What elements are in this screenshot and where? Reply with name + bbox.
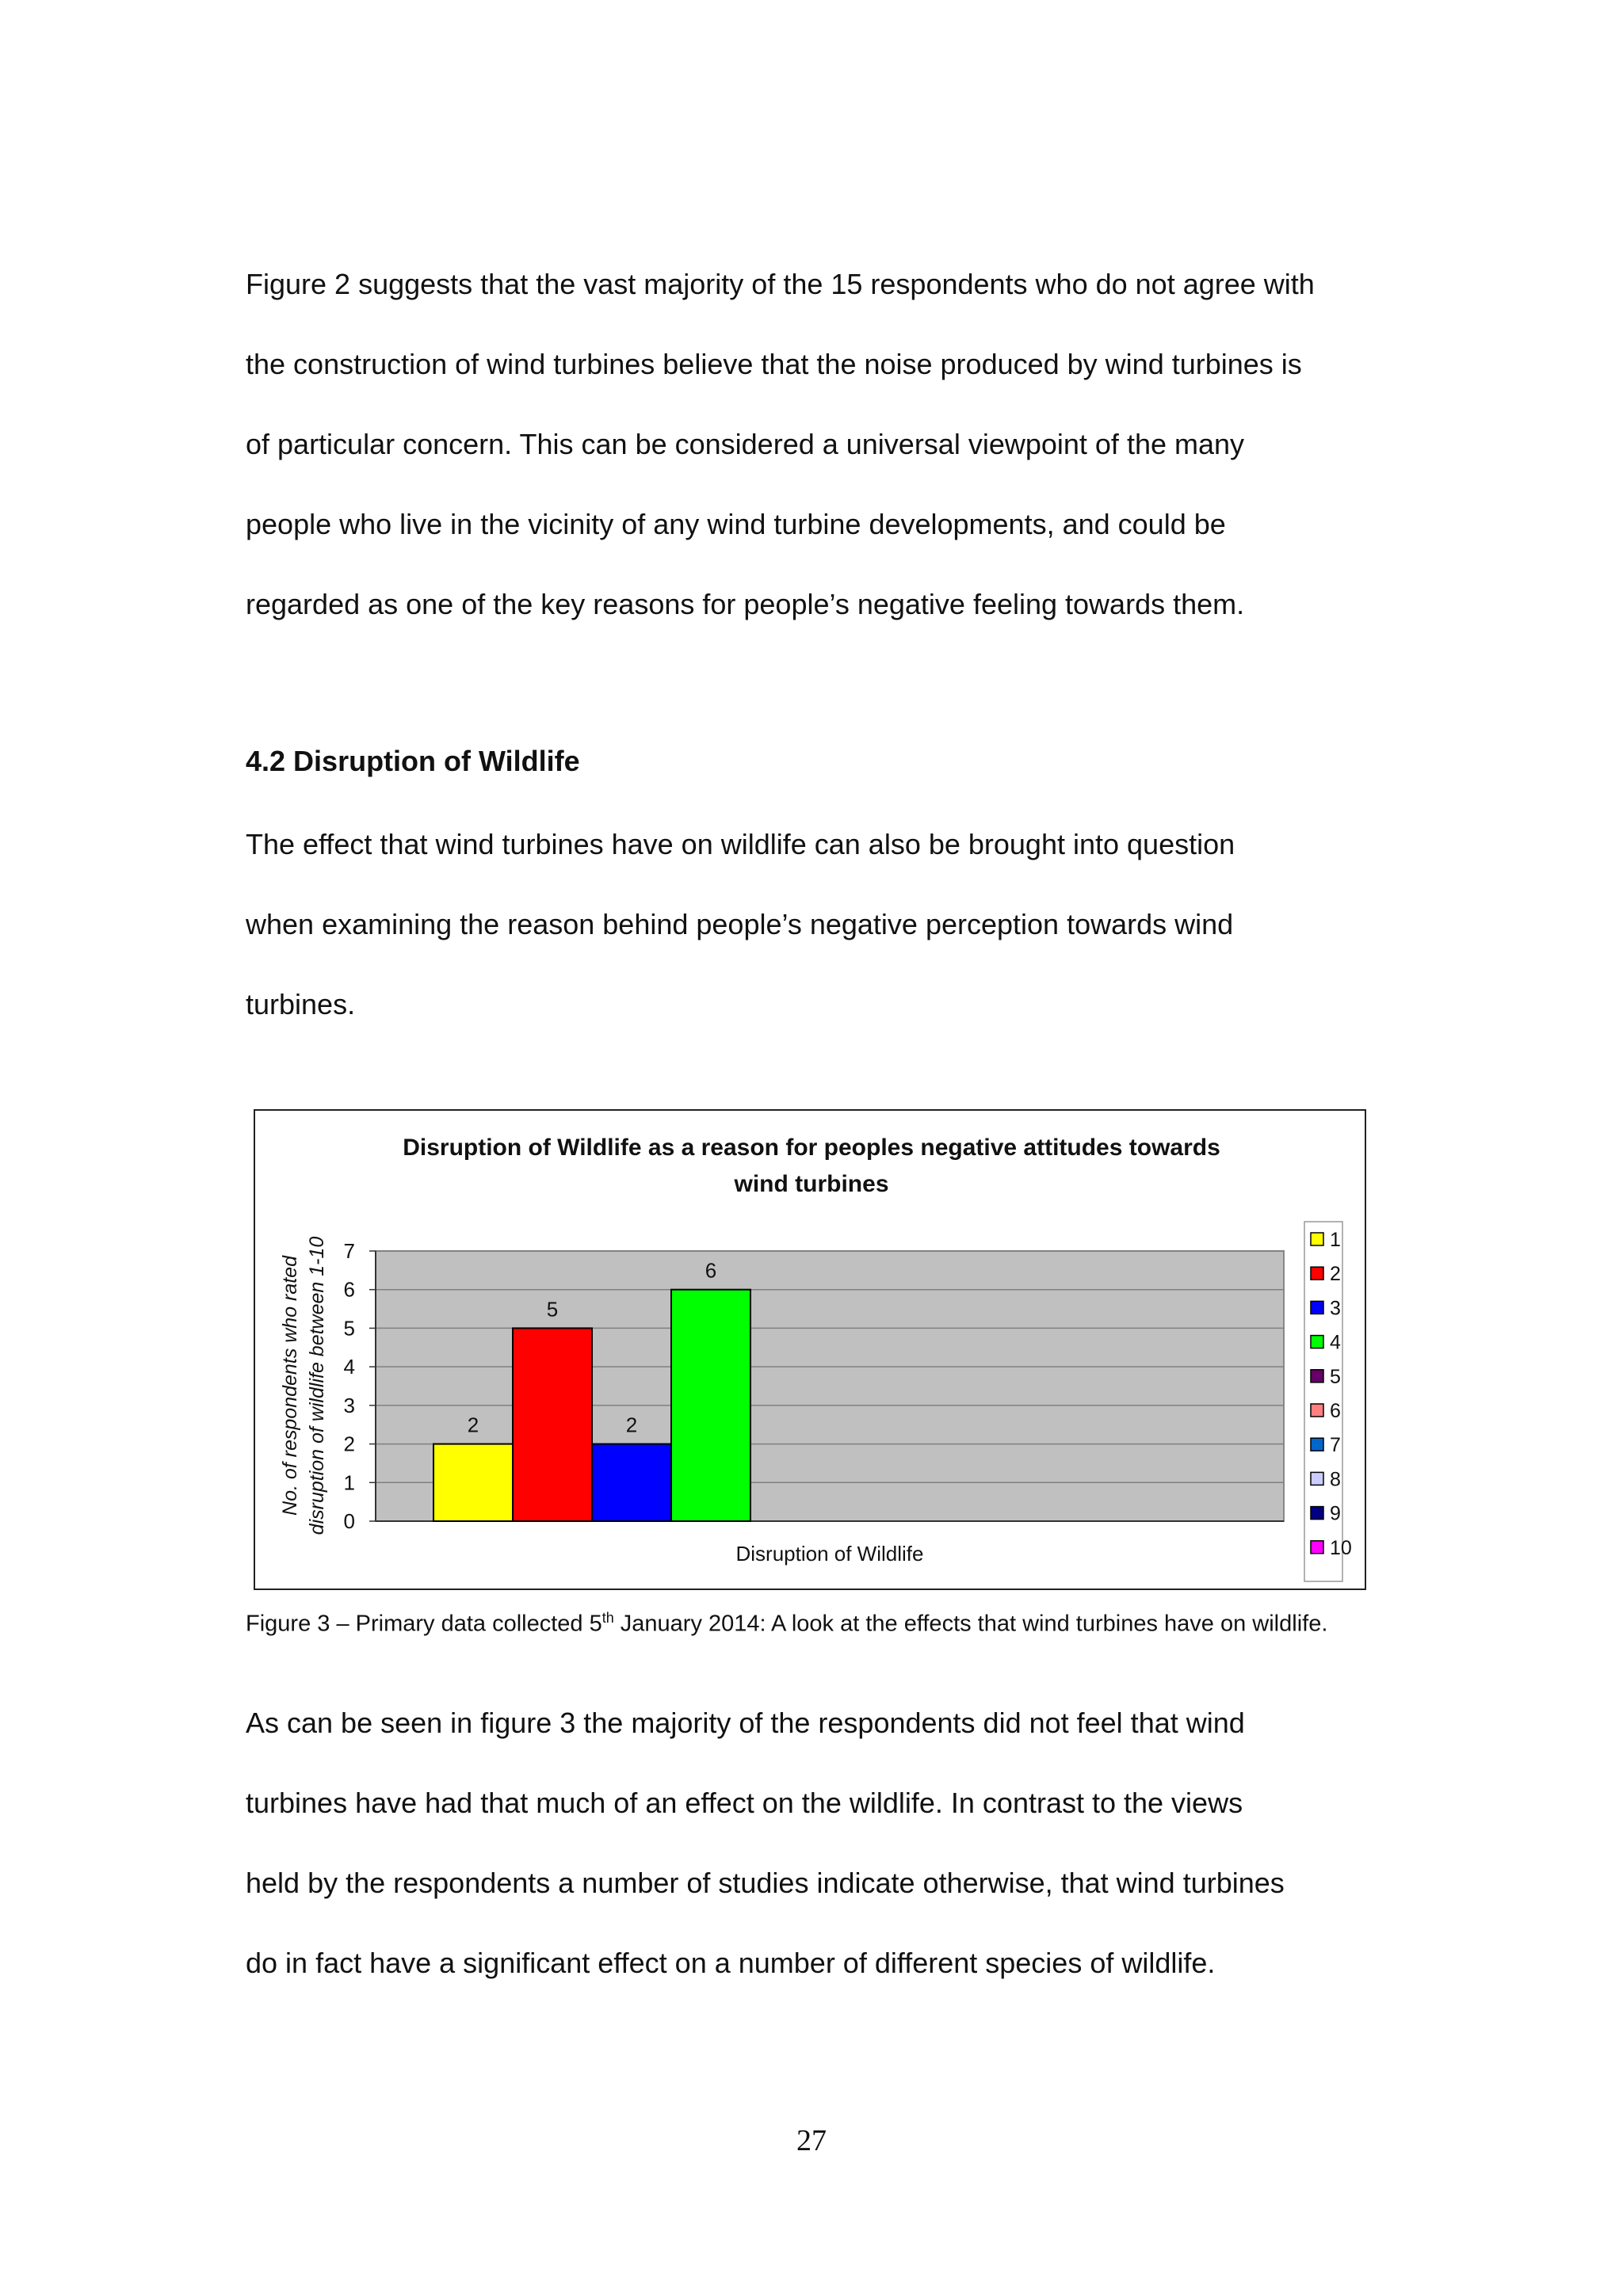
bar-1 [433, 1444, 513, 1521]
caption-superscript: th [601, 1610, 614, 1626]
y-tick-label: 3 [343, 1393, 355, 1417]
figure-3-chart [254, 1109, 1366, 1590]
bar-4 [671, 1290, 750, 1521]
text-line: Figure 2 suggests that the vast majority of the 15 respondents who do not agree with [246, 268, 1315, 300]
bar-value-label: 6 [705, 1258, 717, 1283]
y-tick-label: 7 [343, 1239, 355, 1263]
legend-swatch-10 [1311, 1541, 1323, 1554]
text-line: held by the respondents a number of studies indicate otherwise, that wind turbines [246, 1867, 1285, 1899]
paragraph-wildlife-findings [246, 1683, 1395, 2003]
legend-swatch-3 [1311, 1301, 1323, 1314]
figure-caption [246, 1602, 1395, 1640]
legend-label: 2 [1330, 1263, 1341, 1286]
section-heading: 4.2 Disruption of Wildlife [246, 745, 580, 777]
paragraph-noise-concern [246, 244, 1395, 644]
caption-suffix: January 2014: A look at the effects that wind turbines have on wildlife. [613, 1611, 1328, 1637]
x-axis-label: Disruption of Wildlife [735, 1542, 924, 1566]
legend-label: 1 [1330, 1229, 1341, 1251]
y-tick-label: 0 [343, 1509, 355, 1533]
y-tick-label: 5 [343, 1316, 355, 1341]
y-axis-label: No. of respondents who rated [279, 1256, 301, 1516]
legend-label: 8 [1330, 1468, 1341, 1491]
bar-3 [592, 1444, 671, 1521]
legend-swatch-6 [1311, 1404, 1323, 1417]
y-tick-label: 4 [343, 1355, 355, 1379]
legend-label: 9 [1330, 1502, 1341, 1525]
bar-value-label: 2 [625, 1413, 638, 1437]
legend-swatch-5 [1311, 1370, 1323, 1383]
bar-2 [513, 1328, 592, 1521]
legend-swatch-7 [1311, 1438, 1323, 1451]
y-axis-label: disruption of wildlife between 1-10 [306, 1236, 328, 1535]
legend-swatch-4 [1311, 1336, 1323, 1348]
legend-label: 10 [1330, 1536, 1352, 1559]
legend-label: 3 [1330, 1297, 1341, 1320]
bar-value-label: 2 [467, 1413, 479, 1437]
legend-swatch-8 [1311, 1472, 1323, 1485]
text-line: of particular concern. This can be considered a universal viewpoint of the many [246, 428, 1245, 460]
legend-label: 7 [1330, 1434, 1341, 1457]
legend-swatch-9 [1311, 1507, 1323, 1520]
chart-title: wind turbines [734, 1171, 889, 1197]
page-number: 27 [796, 2124, 827, 2157]
legend-swatch-2 [1311, 1267, 1323, 1280]
chart-title: Disruption of Wildlife as a reason for peoples negative attitudes towards [403, 1135, 1220, 1161]
legend-label: 4 [1330, 1331, 1341, 1354]
text-line: regarded as one of the key reasons for people’s negative feeling towards them. [246, 588, 1245, 620]
text-line: people who live in the vicinity of any wind turbine developments, and could be [246, 508, 1226, 540]
text-line: when examining the reason behind people’s negative perception towards wind [246, 908, 1234, 940]
y-tick-label: 6 [343, 1277, 355, 1302]
paragraph-wildlife-intro [246, 804, 1395, 1044]
bar-chart [255, 1111, 1368, 1592]
bar-value-label: 5 [546, 1297, 559, 1322]
text-line: the construction of wind turbines believe that the noise produced by wind turbines is [246, 348, 1302, 380]
text-line: The effect that wind turbines have on wildlife can also be brought into question [246, 828, 1235, 860]
y-tick-label: 1 [343, 1470, 355, 1495]
text-line: As can be seen in figure 3 the majority of the respondents did not feel that wind [246, 1707, 1245, 1739]
caption-prefix: Figure 3 – Primary data collected 5 [246, 1611, 602, 1637]
text-line: turbines have had that much of an effect on the wildlife. In contrast to the views [246, 1787, 1243, 1819]
y-tick-label: 2 [343, 1432, 355, 1456]
text-line: turbines. [246, 988, 356, 1020]
text-line: do in fact have a significant effect on a number of different species of wildlife. [246, 1947, 1216, 1979]
legend-label: 5 [1330, 1365, 1341, 1388]
legend-label: 6 [1330, 1400, 1341, 1422]
legend-swatch-1 [1311, 1233, 1323, 1245]
